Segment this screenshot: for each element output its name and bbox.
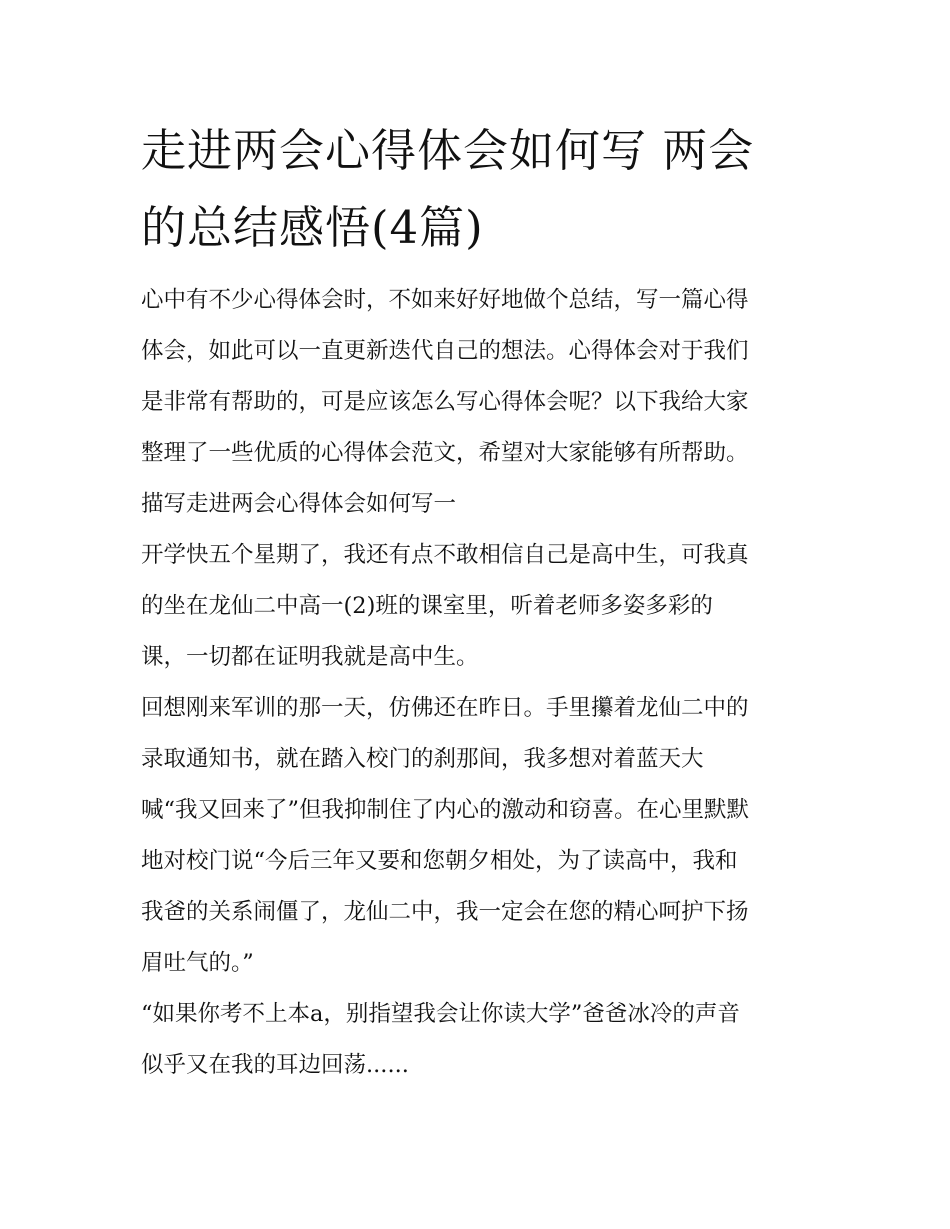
- document-body: [141, 275, 821, 1091]
- body-paragraph: “如果你考不上本a，别指望我会让你读大学”爸爸冰冷的声音 似乎又在我的耳边回荡......: [141, 1001, 740, 1078]
- body-paragraph: 回想刚来军训的那一天，仿佛还在昨日。手里攥着龙仙二中的 录取通知书，就在踏入校门的刹那间，我多想对着蓝天大 喊“我又回来了”但我抑制住了内心的激动和窃喜。在心里默默 地对校门说“今后三年又要和您朝夕相处，为了读高中，我和 我爸的关系闹僵了，龙仙二中，我一定会在您的精心呵护下扬 眉吐气的。”: [141, 695, 750, 976]
- document-title: 走进两会心得体会如何写 两会 的总结感悟(4篇): [141, 124, 755, 254]
- body-paragraph: 开学快五个星期了，我还有点不敢相信自己是高中生，可我真 的坐在龙仙二中高一(2)班的课室里，听着老师多姿多彩的 课，一切都在证明我就是高中生。: [141, 542, 749, 670]
- section-heading: 描写走进两会心得体会如何写一: [141, 491, 457, 517]
- intro-paragraph: 心中有不少心得体会时，不如来好好地做个总结，写一篇心得 体会，如此可以一直更新迭代自己的想法。心得体会对于我们 是非常有帮助的，可是应该怎么写心得体会呢？以下我给大家 整理了一些优质的心得体会范文，希望对大家能够有所帮助。: [141, 287, 749, 466]
- document-page: [141, 112, 821, 1091]
